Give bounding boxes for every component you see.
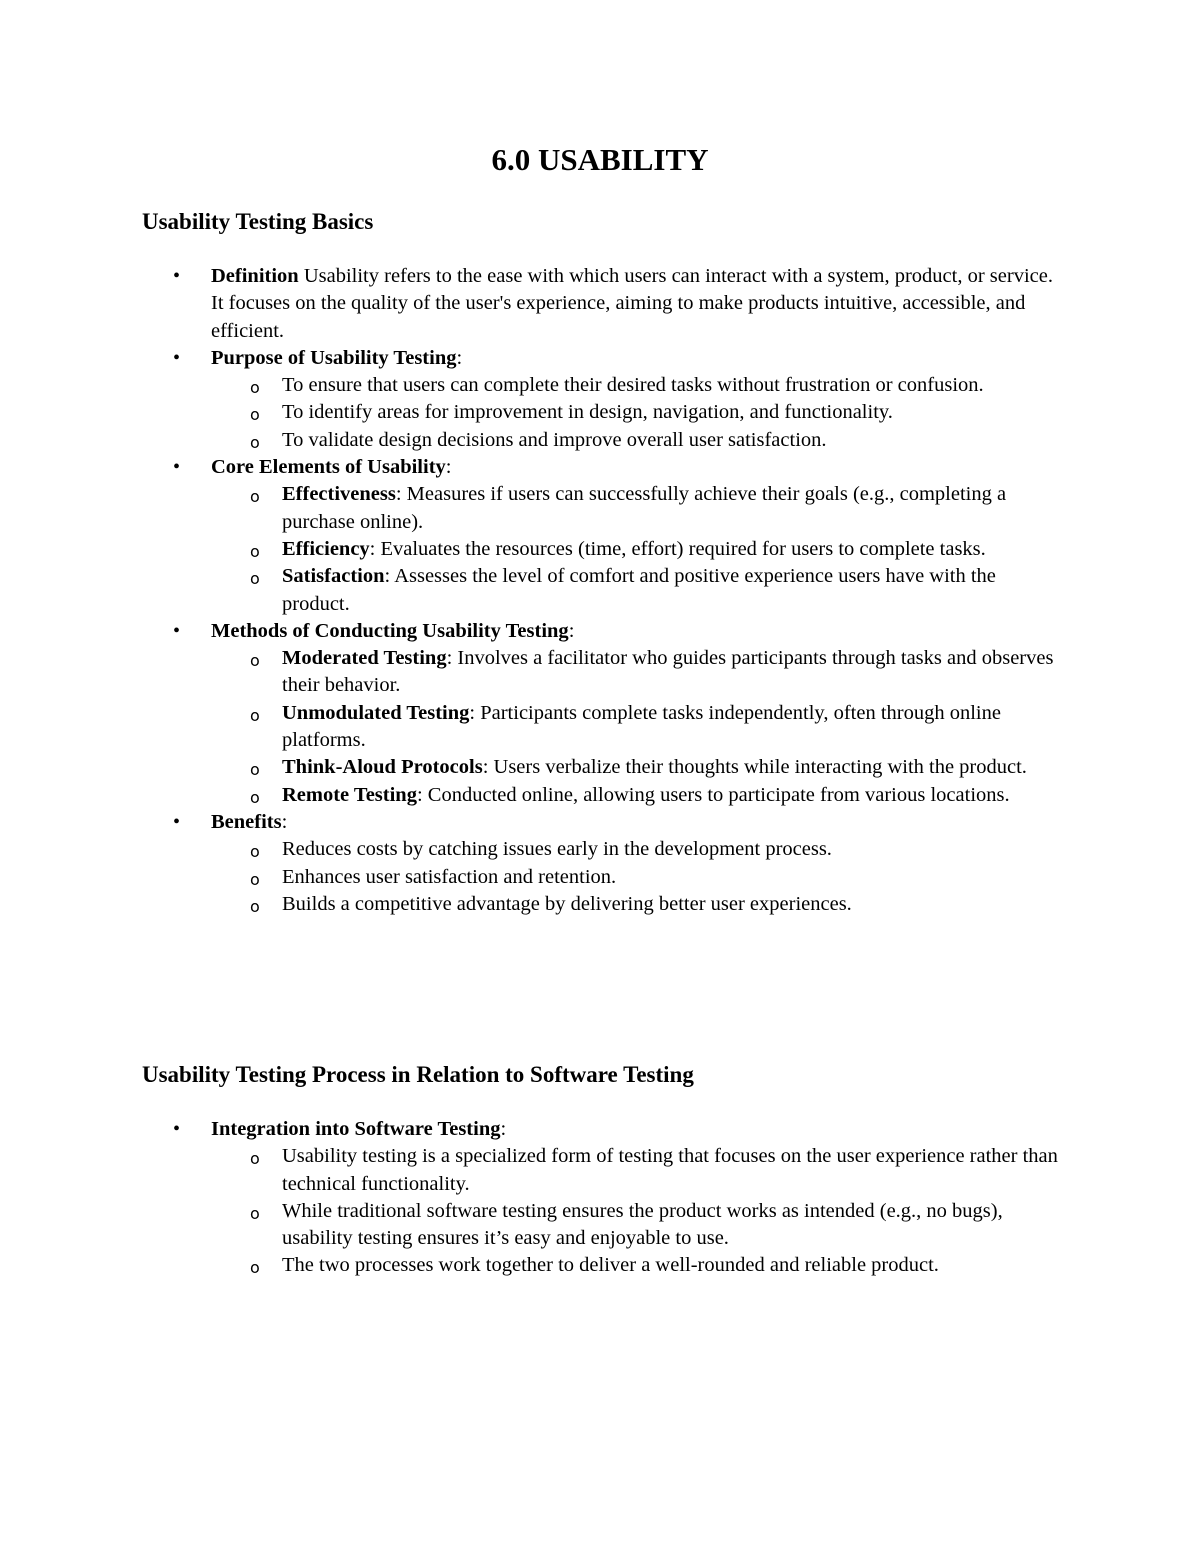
sublist-item bbox=[211, 645, 1060, 700]
term-separator: : bbox=[281, 810, 288, 833]
sublist-item bbox=[211, 481, 1060, 536]
list-item-core-elements bbox=[0, 454, 1200, 618]
list-item-definition bbox=[0, 263, 1200, 345]
bullet-icon: • bbox=[173, 265, 181, 287]
circle-bullet-icon: o bbox=[250, 760, 260, 780]
sublist-item bbox=[211, 700, 1060, 755]
sublist-item bbox=[211, 372, 1060, 399]
page-title: 6.0 USABILITY bbox=[491, 142, 709, 177]
sublist-item-text: Usability testing is a specialized form of testing that focuses on the user experience rather than technical functionality. bbox=[282, 1145, 1058, 1195]
circle-bullet-icon: o bbox=[250, 487, 260, 507]
term-methods: Methods of Conducting Usability Testing bbox=[211, 619, 569, 642]
basics-list bbox=[0, 263, 1200, 918]
circle-bullet-icon: o bbox=[250, 896, 260, 916]
benefits-sublist bbox=[211, 836, 1060, 918]
bullet-icon: • bbox=[173, 346, 181, 369]
sublist-item-term: Think-Aloud Protocols bbox=[282, 756, 483, 779]
sublist-item-text: : Conducted online, allowing users to participate from various locations. bbox=[416, 783, 1010, 806]
sublist-item-text: While traditional software testing ensures the product works as intended (e.g., no bugs), usability testing ensures it’s easy and enjoyable to use. bbox=[282, 1199, 1003, 1250]
sublist-item-term: Moderated Testing bbox=[282, 647, 447, 670]
process-list bbox=[0, 1116, 1200, 1280]
bullet-icon: • bbox=[173, 619, 181, 642]
sublist-item-text: Builds a competitive advantage by delivering better user experiences. bbox=[282, 892, 852, 915]
sublist-item-text: : Measures if users can successfully achieve their goals (e.g., completing a purchase online). bbox=[282, 483, 1007, 533]
sublist-item-text: The two processes work together to deliver a well-rounded and reliable product. bbox=[282, 1254, 939, 1277]
sublist-item bbox=[211, 1143, 1060, 1198]
term-integration: Integration into Software Testing bbox=[211, 1118, 501, 1140]
sublist-item bbox=[211, 563, 1060, 618]
circle-bullet-icon: o bbox=[250, 869, 260, 889]
circle-bullet-icon: o bbox=[250, 1258, 260, 1278]
sublist-item-text: : Involves a facilitator who guides participants through tasks and observes their behavior. bbox=[282, 647, 1054, 697]
circle-bullet-icon: o bbox=[250, 432, 260, 452]
sublist-item-term: Remote Testing bbox=[282, 783, 417, 806]
sublist-item bbox=[211, 399, 1060, 426]
sublist-item bbox=[211, 782, 1060, 809]
sublist-item bbox=[211, 1252, 1060, 1279]
core-elements-sublist bbox=[211, 481, 1060, 617]
sublist-item-text: : Users verbalize their thoughts while interacting with the product. bbox=[482, 756, 1027, 779]
sublist-item bbox=[211, 864, 1060, 891]
term-separator: : bbox=[445, 456, 452, 479]
sublist-item-text: : Participants complete tasks independently, often through online platforms. bbox=[282, 701, 1001, 752]
term-purpose: Purpose of Usability Testing bbox=[211, 346, 457, 369]
list-item-benefits bbox=[0, 809, 1200, 918]
term-definition: Definition bbox=[211, 265, 299, 287]
bullet-icon: • bbox=[173, 1118, 181, 1140]
list-item-methods bbox=[0, 618, 1200, 809]
term-core-elements: Core Elements of Usability bbox=[211, 456, 446, 479]
sublist-item bbox=[211, 536, 1060, 563]
bullet-icon: • bbox=[173, 810, 181, 833]
circle-bullet-icon: o bbox=[250, 1149, 260, 1169]
sublist-item-term: Efficiency bbox=[282, 537, 370, 560]
sublist-item-text: : Evaluates the resources (time, effort) required for users to complete tasks. bbox=[369, 537, 986, 560]
sublist-item-text: Enhances user satisfaction and retention. bbox=[282, 865, 617, 888]
list-item-purpose bbox=[0, 345, 1200, 454]
circle-bullet-icon: o bbox=[250, 651, 260, 671]
integration-sublist bbox=[211, 1143, 1060, 1279]
term-separator: : bbox=[456, 346, 463, 369]
purpose-sublist bbox=[211, 372, 1060, 454]
sublist-item-text: To ensure that users can complete their desired tasks without frustration or confusion. bbox=[282, 374, 984, 397]
sublist-item bbox=[211, 427, 1060, 454]
definition-text: Usability refers to the ease with which users can interact with a system, product, or service. It focuses on the quality of the user's experience, aiming to make products intuitive, accessible, and efficient. bbox=[211, 265, 1053, 342]
circle-bullet-icon: o bbox=[250, 1203, 260, 1223]
sublist-item bbox=[211, 754, 1060, 781]
circle-bullet-icon: o bbox=[250, 405, 260, 425]
list-item-integration bbox=[0, 1116, 1200, 1280]
sublist-item bbox=[211, 1198, 1060, 1253]
sublist-item-text: : Assesses the level of comfort and positive experience users have with the product. bbox=[282, 565, 996, 615]
section-heading-basics: Usability Testing Basics bbox=[142, 209, 374, 234]
bullet-icon: • bbox=[173, 456, 181, 479]
sublist-item-text: To identify areas for improvement in design, navigation, and functionality. bbox=[282, 401, 893, 424]
sublist-item-term: Effectiveness bbox=[282, 483, 396, 506]
sublist-item-text: To validate design decisions and improve overall user satisfaction. bbox=[282, 428, 827, 451]
sublist-item-term: Unmodulated Testing bbox=[282, 701, 470, 724]
methods-sublist bbox=[211, 645, 1060, 809]
sublist-item-term: Satisfaction bbox=[282, 565, 385, 588]
section-heading-process: Usability Testing Process in Relation to Software Testing bbox=[142, 1062, 694, 1087]
circle-bullet-icon: o bbox=[250, 842, 260, 862]
circle-bullet-icon: o bbox=[250, 378, 260, 398]
circle-bullet-icon: o bbox=[250, 569, 260, 589]
sublist-item-text: Reduces costs by catching issues early in the development process. bbox=[282, 838, 832, 861]
term-benefits: Benefits bbox=[211, 810, 282, 833]
sublist-item bbox=[211, 891, 1060, 918]
term-separator: : bbox=[568, 619, 575, 642]
sublist-item bbox=[211, 836, 1060, 863]
circle-bullet-icon: o bbox=[250, 705, 260, 725]
circle-bullet-icon: o bbox=[250, 541, 260, 561]
term-separator: : bbox=[500, 1118, 507, 1140]
circle-bullet-icon: o bbox=[250, 787, 260, 807]
